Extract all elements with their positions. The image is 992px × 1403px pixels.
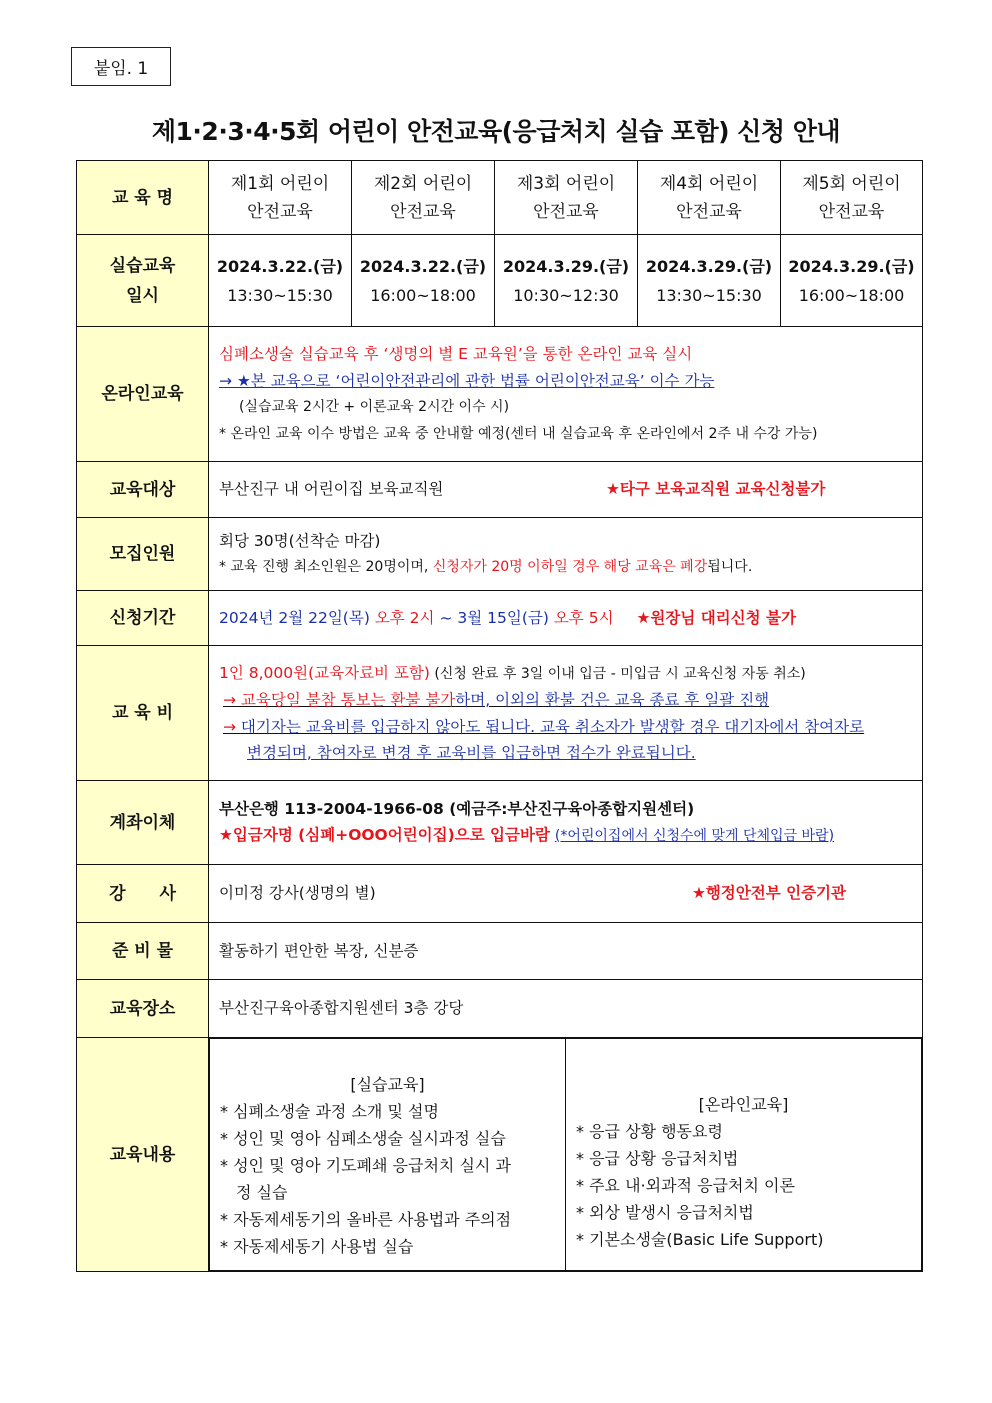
online-line1: 심폐소생술 실습교육 후 ‘생명의 별 E 교육원’을 통한 온라인 교육 실시 [219, 345, 693, 363]
practice-list [220, 1098, 555, 1260]
label-target: 교육대상 [77, 462, 209, 518]
target-text: 부산진구 내 어린이집 보육교직원 [219, 480, 444, 499]
prep-text: 활동하기 편안한 복장, 신분증 [219, 941, 419, 960]
session-3-name: 제3회 어린이 안전교육 [495, 161, 638, 235]
lecturer-text: 이미정 강사(생명의 별) [219, 884, 376, 903]
session-3-datetime: 2024.3.29.(금) 10:30~12:30 [495, 235, 638, 327]
label-recruit: 모집인원 [77, 518, 209, 591]
list-item: * 심폐소생술 과정 소개 및 설명 [220, 1102, 439, 1121]
online-line2: → ★본 교육으로 ‘어린이안전관리에 관한 법률 어린이안전교육’ 이수 가능 [219, 371, 715, 390]
session-2-name: 제2회 어린이 안전교육 [352, 161, 495, 235]
session-5-datetime: 2024.3.29.(금) 16:00~18:00 [781, 235, 923, 327]
label-place: 교육장소 [77, 980, 209, 1038]
row-fee [77, 646, 923, 781]
lecturer-note: ★행정안전부 인증기관 [691, 884, 846, 903]
row-prep [77, 923, 923, 980]
session-1-datetime: 2024.3.22.(금) 13:30~15:30 [209, 235, 352, 327]
row-recruit [77, 518, 923, 591]
account-line1: 부산은행 113-2004-1966-08 (예금주:부산진구육아종합지원센터) [219, 799, 695, 818]
label-account: 계좌이체 [77, 781, 209, 865]
list-item: * 성인 및 영아 심폐소생술 실시과정 실습 [220, 1129, 506, 1148]
recruit-line1: 회당 30명(선착순 마감) [219, 531, 381, 550]
row-target [77, 462, 923, 518]
list-item: * 응급 상황 행동요령 [576, 1122, 723, 1141]
row-schedule [77, 235, 923, 327]
label-lecturer: 강 사 [77, 865, 209, 923]
row-lecturer [77, 865, 923, 923]
list-item: * 자동제세동기 사용법 실습 [220, 1237, 414, 1256]
content-split [209, 1038, 922, 1271]
row-online [77, 327, 923, 462]
online-list [576, 1118, 911, 1253]
page-title: 제1·2·3·4·5회 어린이 안전교육(응급처치 실습 포함) 신청 안내 [151, 117, 841, 146]
row-account [77, 781, 923, 865]
row-period [77, 591, 923, 646]
recruit-line2: * 교육 진행 최소인원은 20명이며, 신청자가 20명 이하일 경우 해당 교육은 폐강됩니다. [219, 559, 753, 575]
info-table [76, 160, 923, 1272]
practice-title: [실습교육] [350, 1075, 425, 1094]
session-4-datetime: 2024.3.29.(금) 13:30~15:30 [638, 235, 781, 327]
fee-line3: → 대기자는 교육비를 입금하지 않아도 됩니다. 교육 취소자가 발생할 경우 대기자에서 참여자로 [223, 717, 865, 736]
label-course-name: 교 육 명 [77, 161, 209, 235]
place-text: 부산진구육아종합지원센터 3층 강당 [219, 999, 464, 1018]
row-place [77, 980, 923, 1038]
session-5-name: 제5회 어린이 안전교육 [781, 161, 923, 235]
label-schedule: 실습교육 일시 [77, 235, 209, 327]
account-line2: ★입금자명 (심폐+OOO어린이집)으로 입금바람 (*어린이집에서 신청수에 맞게 단체입금 바람) [219, 826, 835, 844]
online-line4: * 온라인 교육 이수 방법은 교육 중 안내할 예정(센터 내 실습교육 후 온라인에서 2주 내 수강 가능) [219, 425, 818, 442]
session-1-name: 제1회 어린이 안전교육 [209, 161, 352, 235]
list-item: * 기본소생술(Basic Life Support) [576, 1230, 824, 1249]
practice-column [210, 1039, 566, 1271]
list-item: * 응급 상황 응급처치법 [576, 1149, 739, 1168]
label-content: 교육내용 [77, 1038, 209, 1272]
label-fee: 교 육 비 [77, 646, 209, 781]
online-line3: (실습교육 2시간 + 이론교육 2시간 이수 시) [239, 399, 510, 415]
fee-line1: 1인 8,000원(교육자료비 포함) (신청 완료 후 3일 이내 입금 - 미입금 시 교육신청 자동 취소) [219, 663, 806, 682]
label-period: 신청기간 [77, 591, 209, 646]
list-item: * 자동제세동기의 올바른 사용법과 주의점 [220, 1210, 512, 1229]
row-content [77, 1038, 923, 1272]
label-online: 온라인교육 [77, 327, 209, 462]
online-column [566, 1039, 922, 1271]
fee-line4: 변경되며, 참여자로 변경 후 교육비를 입금하면 접수가 완료됩니다. [247, 744, 696, 762]
online-title: [온라인교육] [698, 1095, 789, 1114]
row-course-name [77, 161, 923, 235]
label-prep: 준 비 물 [77, 923, 209, 980]
list-item: * 주요 내·외과적 응급처치 이론 [576, 1176, 795, 1195]
period-note: ★원장님 대리신청 불가 [636, 608, 796, 627]
attachment-badge: 붙임. 1 [71, 47, 171, 86]
session-2-datetime: 2024.3.22.(금) 16:00~18:00 [352, 235, 495, 327]
target-note: ★타구 보육교직원 교육신청불가 [606, 480, 826, 499]
session-4-name: 제4회 어린이 안전교육 [638, 161, 781, 235]
fee-line2: → 교육당일 불참 통보는 환불 불가하며, 이외의 환불 건은 교육 종료 후 일괄 진행 [223, 691, 770, 709]
list-item: * 외상 발생시 응급처치법 [576, 1203, 754, 1222]
period-text: 2024년 2월 22일(목) 오후 2시 ~ 3월 15일(금) 오후 5시 ★원장님 대리신청 불가 [219, 608, 796, 627]
list-item: * 성인 및 영아 기도폐쇄 응급처치 실시 과정 실습 [220, 1156, 511, 1202]
